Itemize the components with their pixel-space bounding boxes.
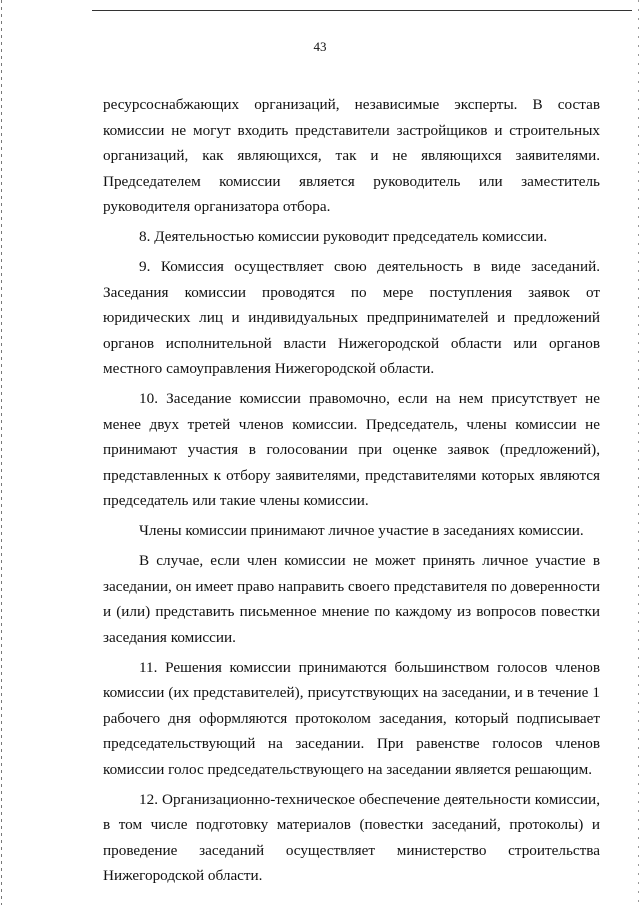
top-rule	[92, 10, 632, 11]
paragraph-11: 11. Решения комиссии принимаются большинством голосов членов комиссии (их представителей), присутствующих на заседании, и в течение 1 рабочего дня оформляются протоколом заседания, который подписывает председательствующий на заседании. При равенстве голосов членов комиссии голос председательствующего на заседании является решающим.	[103, 658, 600, 778]
scan-left-edge	[1, 0, 2, 905]
paragraph-1: ресурсоснабжающих организаций, независимые эксперты. В состав комиссии не могут входить представители застройщиков и строительных организаций, как являющихся, так и не являющихся заявителями. Председателем комиссии является руководитель или заместитель руководителя организатора отбора.	[103, 96, 600, 215]
paragraph-12: 12. Организационно-техническое обеспечение деятельности комиссии, в том числе подготовку материалов (повестки заседаний, протоколы) и проведение заседаний осуществляет министерство строительства Нижегородской области.	[103, 790, 600, 884]
paragraph-9: 9. Комиссия осуществляет свою деятельность в виде заседаний. Заседания комиссии проводятся по мере поступления заявок от юридических лиц и индивидуальных предпринимателей и предложений органов исполнительной власти Нижегородской области или органов местного самоуправления Нижегородской области.	[103, 258, 600, 377]
paragraph-representative: В случае, если член комиссии не может принять личное участие в заседании, он имеет право направить своего представителя по доверенности и (или) представить письменное мнение по каждому из вопросов повестки заседания комиссии.	[103, 552, 600, 646]
page-number: 43	[313, 39, 327, 54]
paragraph-8: 8. Деятельностью комиссии руководит председатель комиссии.	[139, 228, 548, 245]
paragraph-10: 10. Заседание комиссии правомочно, если на нем присутствует не менее двух третей членов комиссии. Председатель, члены комиссии не принимают участия в голосовании при оценке заявок (предложений), представленных к отбору заявителями, представителями которых являются председатель или такие члены комиссии.	[103, 390, 600, 509]
scan-right-edge	[638, 0, 639, 905]
paragraph-personal-participation: Члены комиссии принимают личное участие в заседаниях комиссии.	[139, 522, 584, 539]
document-body	[103, 92, 600, 893]
